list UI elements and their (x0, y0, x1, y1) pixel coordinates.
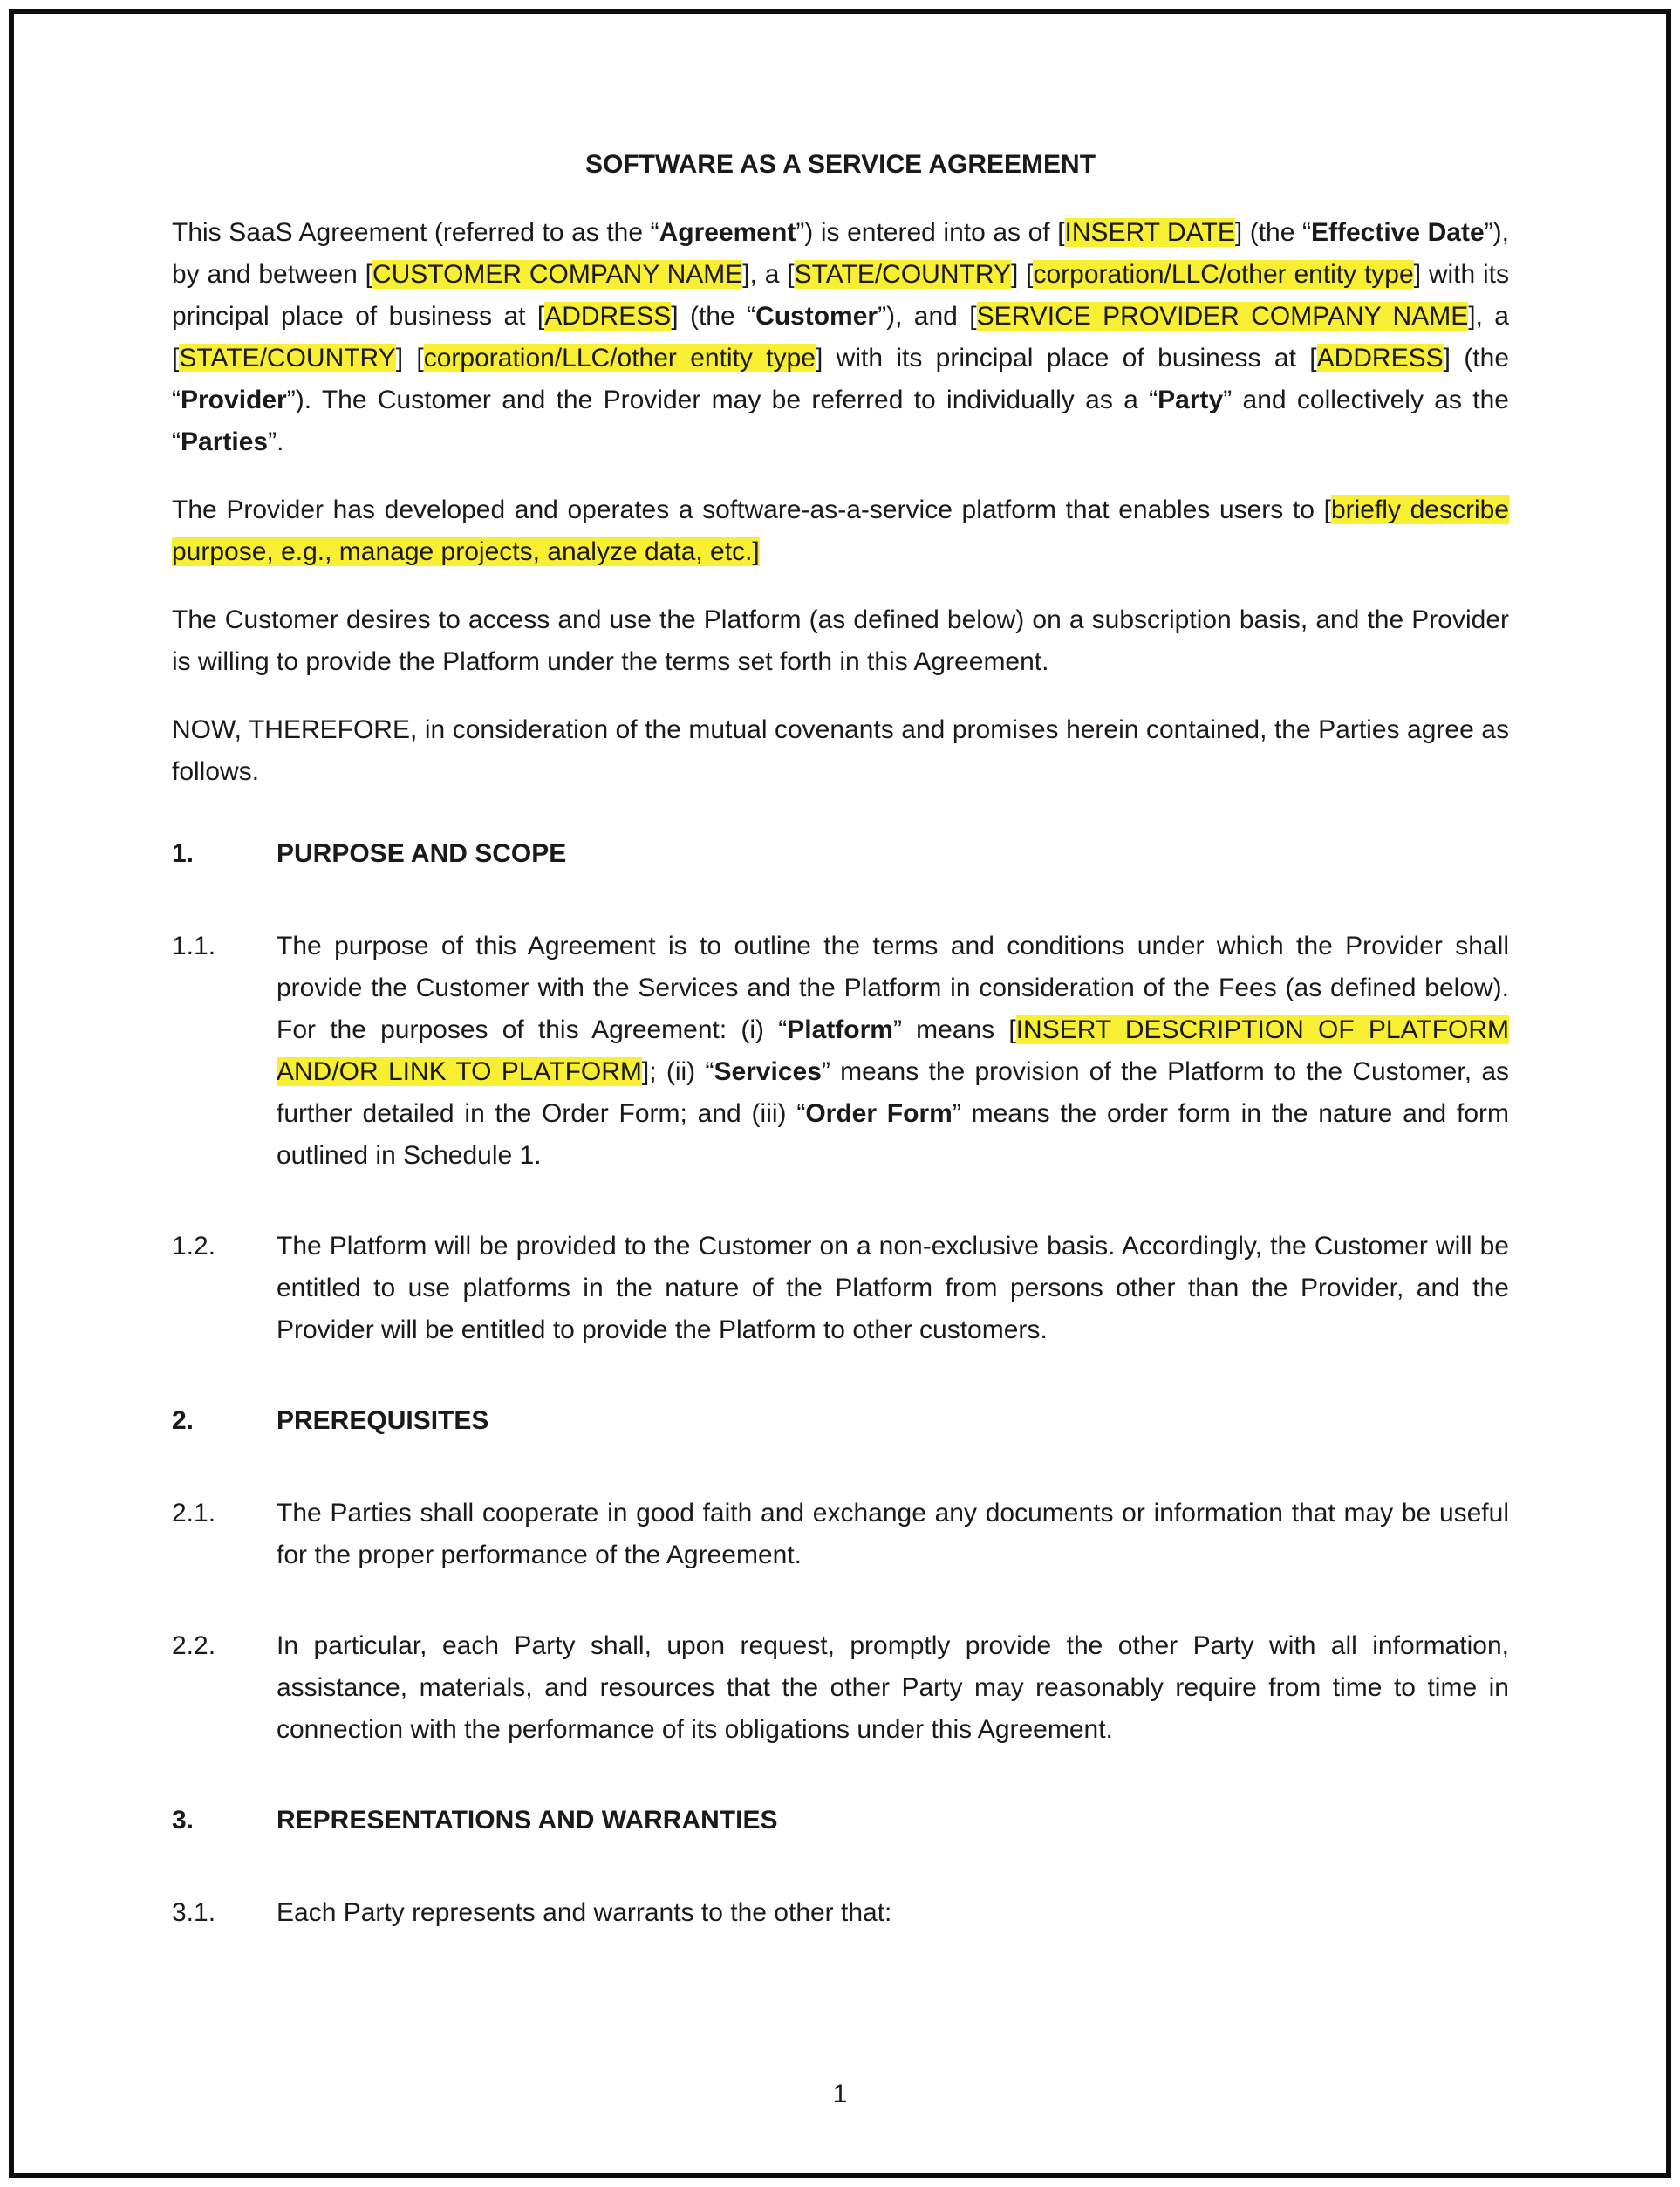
placeholder-highlight: ADDRESS (544, 302, 672, 331)
placeholder-highlight: STATE/COUNTRY (179, 344, 396, 372)
placeholder-highlight: SERVICE PROVIDER COMPANY NAME (976, 302, 1469, 331)
clause-number: 3.1. (172, 1898, 216, 1927)
text-run: ] [ (395, 344, 424, 372)
clause-text (277, 926, 1509, 1177)
placeholder-highlight: CUSTOMER COMPANY NAME (372, 260, 743, 289)
text-run: The Customer desires to access and use the Platform (as defined below) on a subscription basis, and the Provider is willing to provide the Platform under the terms set forth in this Agreement. (172, 605, 1509, 676)
text-run: The Provider has developed and operates a software-as-a-service platform that enables users to [ (172, 495, 1331, 524)
text-run: ” means [ (892, 1015, 1016, 1044)
text-run: ] [ (1010, 260, 1034, 289)
section-title: REPRESENTATIONS AND WARRANTIES (277, 1806, 778, 1835)
bold-text-run: Agreement (659, 218, 796, 247)
placeholder-highlight: corporation/LLC/other entity type (1033, 260, 1414, 289)
bold-text-run: Platform (787, 1015, 893, 1044)
text-run: ], a [ (742, 260, 795, 289)
bold-text-run: Customer (755, 302, 878, 331)
clause-number: 1.1. (172, 932, 216, 960)
clause-3-1 (172, 1892, 1509, 1934)
clause-text (277, 1493, 1509, 1576)
text-run: ”), by and between [ (172, 218, 1509, 289)
clause-1-2 (172, 1226, 1509, 1351)
clause-text (277, 1892, 1509, 1934)
text-run: ], a [ (172, 302, 1509, 372)
text-run: The purpose of this Agreement is to outline the terms and conditions under which the Provider shall provide the Customer with the Services and the Platform in consideration of the Fees (as defined below). For the purposes of this Agreement: (i) “ (277, 932, 1509, 1044)
bold-text-run: Provider (181, 386, 287, 414)
clause-number: 2.1. (172, 1499, 216, 1527)
clause-number: 2.2. (172, 1631, 216, 1660)
clause-2-2 (172, 1625, 1509, 1751)
document-content (172, 144, 1509, 1983)
text-run: ] (the “ (1234, 218, 1311, 247)
page-number: 1 (832, 2080, 848, 2108)
section-number: 2. (172, 1406, 195, 1435)
section-number: 3. (172, 1806, 195, 1835)
section-heading-purpose-and-scope (172, 833, 1509, 875)
placeholder-highlight: STATE/COUNTRY (794, 260, 1011, 289)
text-run: The Platform will be provided to the Customer on a non-exclusive basis. Accordingly, the Customer will be entitled to use platforms in the nature of the Platform from persons other than the Provider, and the Provider will be entitled to provide the Platform to other customers. (277, 1232, 1509, 1344)
text-run: Each Party represents and warrants to the other that: (277, 1898, 892, 1927)
text-run: ] (the “ (671, 302, 756, 331)
clause-2-1 (172, 1493, 1509, 1576)
bold-text-run: Effective Date (1311, 218, 1485, 247)
clause-text (277, 1226, 1509, 1351)
text-run: ”) is entered into as of [ (796, 218, 1065, 247)
text-run: ] with its principal place of business at [ (172, 260, 1510, 331)
document-title: SOFTWARE AS A SERVICE AGREEMENT (584, 150, 1096, 179)
section-heading-prerequisites (172, 1400, 1509, 1442)
text-run: ] (the “ (172, 344, 1510, 414)
text-run: ” and collectively as the “ (172, 386, 1509, 456)
text-run: ]; (ii) “ (641, 1057, 714, 1086)
clause-1-1 (172, 926, 1509, 1177)
clause-number: 1.2. (172, 1232, 216, 1261)
placeholder-highlight: ADDRESS (1316, 344, 1444, 372)
bold-text-run: Party (1158, 386, 1224, 414)
clause-text (277, 1625, 1509, 1751)
placeholder-highlight: corporation/LLC/other entity type (423, 344, 816, 372)
intro-paragraph-2 (172, 489, 1509, 573)
intro-paragraph-1 (172, 212, 1509, 463)
text-run: ”). The Customer and the Provider may be referred to individually as a “ (286, 386, 1158, 414)
text-run: ” means the order form in the nature and form outlined in Schedule 1. (277, 1099, 1509, 1170)
placeholder-highlight: INSERT DATE (1064, 218, 1235, 247)
text-run: ”. (268, 427, 284, 456)
bold-text-run: Services (714, 1057, 822, 1086)
text-run: In particular, each Party shall, upon request, promptly provide the other Party with all information, assistance, materials, and resources that the other Party may reasonably require from time to time in connection with the performance of its obligations under this Agreement. (277, 1631, 1509, 1744)
intro-paragraph-3 (172, 599, 1509, 683)
intro-paragraph-4 (172, 709, 1509, 793)
text-run: NOW, THEREFORE, in consideration of the mutual covenants and promises herein contained, the Parties agree as follows. (172, 715, 1509, 786)
section-number: 1. (172, 839, 195, 868)
text-run: ”), and [ (878, 302, 977, 331)
section-title: PREREQUISITES (277, 1406, 489, 1435)
bold-text-run: Parties (181, 427, 269, 456)
text-run: The Parties shall cooperate in good faith and exchange any documents or information that may be useful for the proper performance of the Agreement. (277, 1499, 1509, 1569)
text-run: ” means the provision of the Platform to the Customer, as further detailed in the Order Form; and (iii) “ (277, 1057, 1510, 1128)
section-heading-representations-and-warranties (172, 1800, 1509, 1842)
placeholder-highlight: briefly describe purpose, e.g., manage projects, analyze data, etc.] (172, 495, 1509, 566)
text-run: This SaaS Agreement (referred to as the “ (172, 218, 659, 247)
section-title: PURPOSE AND SCOPE (277, 839, 567, 868)
placeholder-highlight: INSERT DESCRIPTION OF PLATFORM AND/OR LINK TO PLATFORM (277, 1015, 1510, 1086)
bold-text-run: Order Form (805, 1099, 953, 1128)
text-run: ] with its principal place of business at [ (815, 344, 1317, 372)
